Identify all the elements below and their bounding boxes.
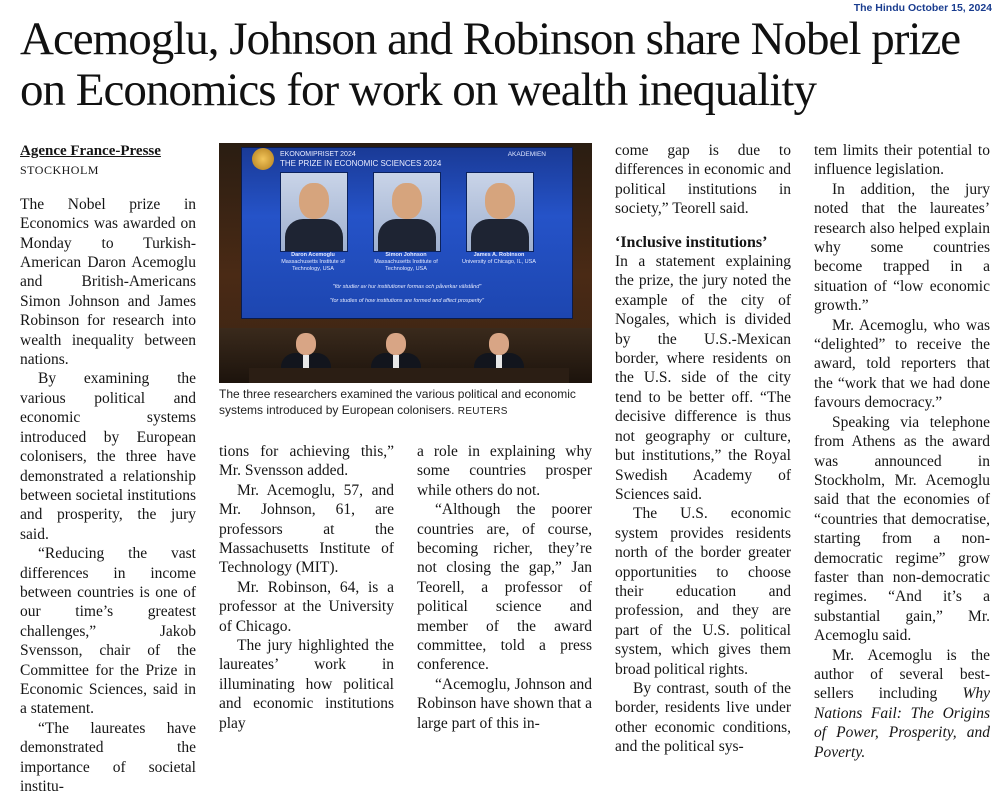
- presentation-screen: [241, 147, 573, 319]
- paragraph: Mr. Robinson, 64, is a professor at the University of Chicago.: [219, 578, 394, 635]
- source-dateline: The Hindu October 15, 2024: [853, 2, 992, 14]
- paragraph: The Nobel prize in Economics was awarded on Monday to Turkish-American Daron Acemoglu and British-Americans Simon Johnson and James Robinson for research into wealth inequality between nations.: [20, 195, 196, 369]
- column-3: [417, 442, 592, 733]
- paragraph: By examining the various political and economic systems introduced by European colonisers, the three have demonstrated a relationship between societal institutions and prosperity, the jury said.: [20, 370, 196, 543]
- paragraph: The U.S. economic system provides residents north of the border greater opportunities to choose their education and profession, and they are part of the U.S. political system, which gives them broad political rights.: [615, 505, 791, 678]
- headline: Acemoglu, Johnson and Robinson share Nobel prize on Economics for work on wealth inequality: [20, 13, 961, 116]
- column-1: [20, 141, 196, 796]
- paragraph: Mr. Acemoglu, 57, and Mr. Johnson, 61, are professors at the Massachusetts Institute of Technology (MIT).: [219, 481, 394, 577]
- byline-place: STOCKHOLM: [20, 163, 99, 178]
- screen-quote: "för studier av hur institutioner formas och påverkar välstånd": [332, 284, 482, 290]
- screen-quote: "for studies of how institutions are formed and affect prosperity": [329, 298, 484, 304]
- caption-text: The three researchers examined the various political and economic systems introduced by European colonisers.: [219, 387, 576, 417]
- paragraph: “Although the poorer countries are, of course, becoming richer, they’re not closing the gap,” Jan Teorell, a professor of political science and member of the award committee, told a press conference.: [417, 501, 592, 674]
- paragraph: The jury highlighted the laureates’ work in illuminating how political and economic institutions play: [219, 637, 394, 732]
- photo-credit: REUTERS: [457, 406, 508, 417]
- paragraph: In addition, the jury noted that the laureates’ research also helped explain why some countries become trapped in a situation of “low economic growth.”: [814, 180, 990, 315]
- laureate-portrait: [280, 172, 348, 252]
- byline-agency: Agence France-Presse: [20, 143, 161, 159]
- paragraph: Mr. Acemoglu, who was “delighted” to receive the award, told reporters that the “work that we had done favours democracy.”: [814, 316, 990, 412]
- laureate-caption: Simon Johnson Massachusetts Institute of Technology, USA: [374, 252, 438, 272]
- laureate-portrait: [466, 172, 534, 252]
- column-2: [219, 442, 394, 733]
- column-5: [814, 141, 990, 762]
- paragraph: tem limits their potential to influence legislation.: [814, 142, 990, 179]
- paragraph: “Acemoglu, Johnson and Robinson have shown that a large part of this in-: [417, 675, 592, 732]
- paragraph: “Reducing the vast differences in income between countries is one of our time’s greatest challenges,” Jakob Svensson, chair of the Committee for the Prize in Economic Sciences, said in a statement.: [20, 545, 196, 718]
- photo-caption: [219, 386, 599, 420]
- laureate-caption: Daron Acemoglu Massachusetts Institute of Technology, USA: [281, 252, 345, 272]
- academy-label: AKADEMIEN: [507, 151, 546, 158]
- paragraph: [814, 646, 990, 762]
- paragraph: tions for achieving this,” Mr. Svensson added.: [219, 443, 394, 480]
- laureate-caption: James A. Robinson University of Chicago, IL, USA: [462, 252, 536, 265]
- screen-title: EKONOMIPRISET 2024 THE PRIZE IN ECONOMIC SCIENCES 2024: [280, 151, 442, 168]
- paragraph: “The laureates have demonstrated the importance of societal institu-: [20, 719, 196, 795]
- paragraph-text: Mr. Acemoglu is the author of several best-sellers including: [814, 646, 990, 703]
- paragraph: Speaking via telephone from Athens as the award was announced in Stockholm, Mr. Acemoglu said that the economies of “countries that democratise, starting from a non-democratic regime” grow faster than non-democratic regimes. “And it’s a substantial gain,” Mr. Acemoglu said.: [814, 413, 990, 645]
- paragraph: come gap is due to differences in economic and political institutions in society,” Teorell said.: [615, 142, 791, 218]
- laureate-portrait: [373, 172, 441, 252]
- paragraph: By contrast, south of the border, residents live under other economic conditions, and the political sys-: [615, 679, 791, 756]
- paragraph: In a statement explaining the prize, the jury noted the example of the city of Nogales, which is divided by the U.S.-Mexican border, where residents on the U.S. side of the city tend to be better off. “The decisive difference is thus not geography or culture, but institutions,” the Royal Swedish Academy of Sciences said.: [615, 253, 791, 503]
- press-table: [249, 368, 569, 383]
- news-photo: [219, 143, 592, 383]
- nobel-medal-icon: [252, 148, 274, 170]
- subheading: ‘Inclusive institutions’: [615, 233, 768, 251]
- book-titles: Why Nations Fail: The Origins of Power, Prosperity, and Poverty.: [814, 685, 990, 761]
- paragraph: a role in explaining why some countries prosper while others do not.: [417, 443, 592, 499]
- column-4: [615, 141, 791, 757]
